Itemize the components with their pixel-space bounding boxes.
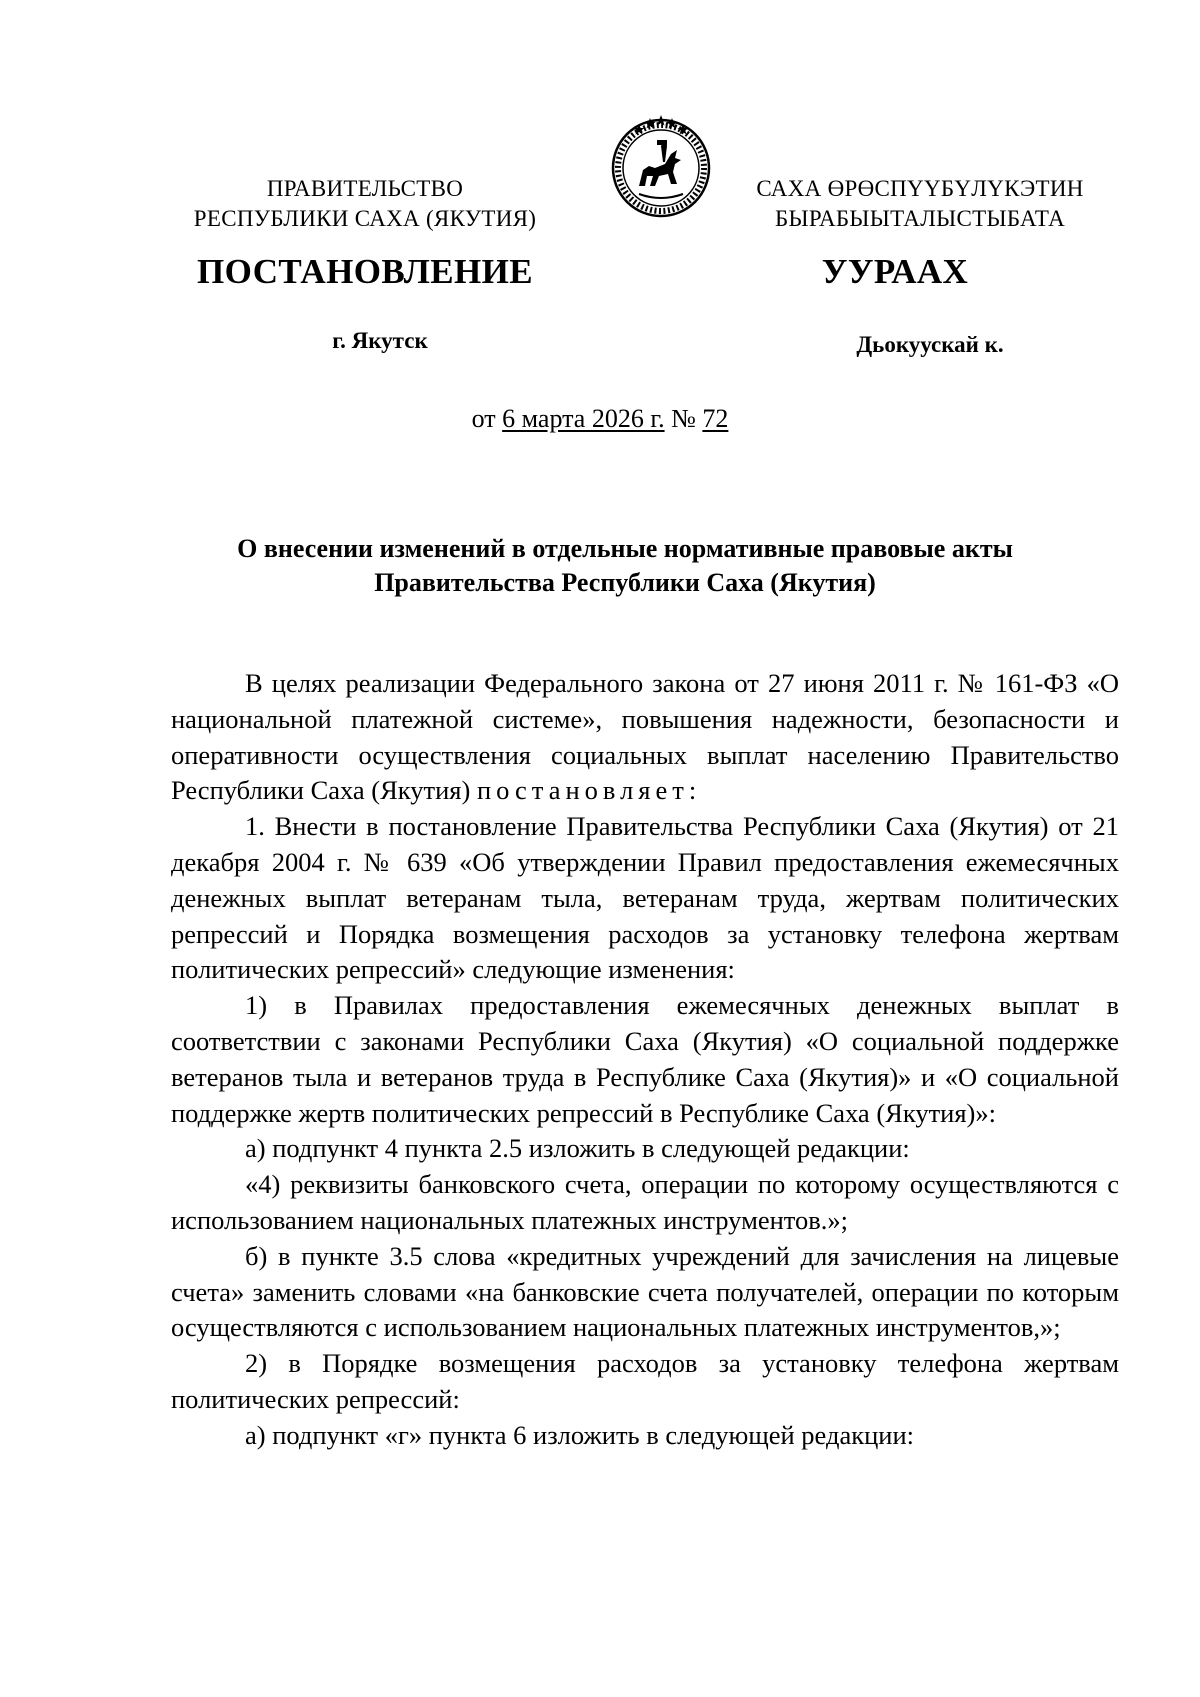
date-prefix: от: [471, 404, 503, 433]
paragraph-7: а) подпункт «г» пункта 6 изложить в следующей редакции:: [245, 1419, 914, 1450]
org-name-russian-line1: ПРАВИТЕЛЬСТВО: [266, 176, 464, 201]
doc-type-russian: ПОСТАНОВЛЕНИЕ: [197, 252, 533, 291]
date-number-line: [0, 404, 1200, 434]
number-sign: №: [664, 404, 703, 433]
paragraph-6: 2) в Порядке возмещения расходов за установку телефона жертвам политических репрессий:: [171, 1348, 1119, 1414]
org-name-russian: [175, 174, 555, 234]
intro-end: :: [688, 775, 697, 806]
paragraph-3: а) подпункт 4 пункта 2.5 изложить в следующей редакции:: [245, 1133, 910, 1164]
document-body: [171, 666, 1119, 1454]
org-name-sakha-line1: САХА ӨРӨСПҮҮБҮЛҮКЭТИН: [756, 176, 1084, 201]
document-title: [175, 532, 1075, 600]
paragraph-intro: [171, 666, 1119, 809]
city-sakha: Дьокуускай к.: [856, 332, 1004, 357]
paragraph-1: 1. Внести в постановление Правительства Республики Саха (Якутия) от 21 декабря 2004 г. № 639 «Об утверждении Правил предоставления ежемесячных денежных выплат ветеранам тыла, ветеранам труда, жертвам политических репрессий и Порядка возмещения расходов за установку телефона жертвам политических репрессий» следующие изменения:: [171, 811, 1119, 985]
intro-spaced-verb: постановляет: [476, 775, 689, 806]
org-name-sakha-line2: БЫРАБЫЫТАЛЫСТЫБАТА: [774, 206, 1066, 231]
paragraph-5: б) в пункте 3.5 слова «кредитных учреждений для зачисления на лицевые счета» заменить словами «на банковские счета получателей, операции по которым осуществляются с использованием национальных платежных инструментов,»;: [171, 1240, 1119, 1343]
document-date: 6 марта 2026 г.: [502, 404, 665, 433]
intro-text: В целях реализации Федерального закона от 27 июня 2011 г. № 161-ФЗ «О национальной платежной системе», повышения надежности, безопасности и оперативности осуществления социальных выплат населению Правительство Республики Саха (Якутия): [171, 668, 1119, 806]
city-russian: г. Якутск: [332, 328, 428, 353]
doc-type-sakha: УУРААХ: [821, 252, 969, 291]
document-title-line1: О внесении изменений в отдельные нормативные правовые акты: [237, 534, 1013, 563]
org-name-sakha: [720, 174, 1120, 234]
org-name-russian-line2: РЕСПУБЛИКИ САХА (ЯКУТИЯ): [193, 206, 537, 231]
paragraph-4: «4) реквизиты банковского счета, операции по которому осуществляются с использованием национальных платежных инструментов.»;: [171, 1169, 1119, 1235]
paragraph-2: 1) в Правилах предоставления ежемесячных денежных выплат в соответствии с законами Республики Саха (Якутия) «О социальной поддержке ветеранов тыла и ветеранов труда в Республике Саха (Якутия)» и «О социальной поддержке жертв политических репрессий в Республике Саха (Якутия)»:: [171, 990, 1119, 1128]
document-title-line2: Правительства Республики Саха (Якутия): [374, 568, 876, 597]
coat-of-arms-icon: [605, 110, 717, 222]
document-number: 72: [702, 404, 729, 433]
